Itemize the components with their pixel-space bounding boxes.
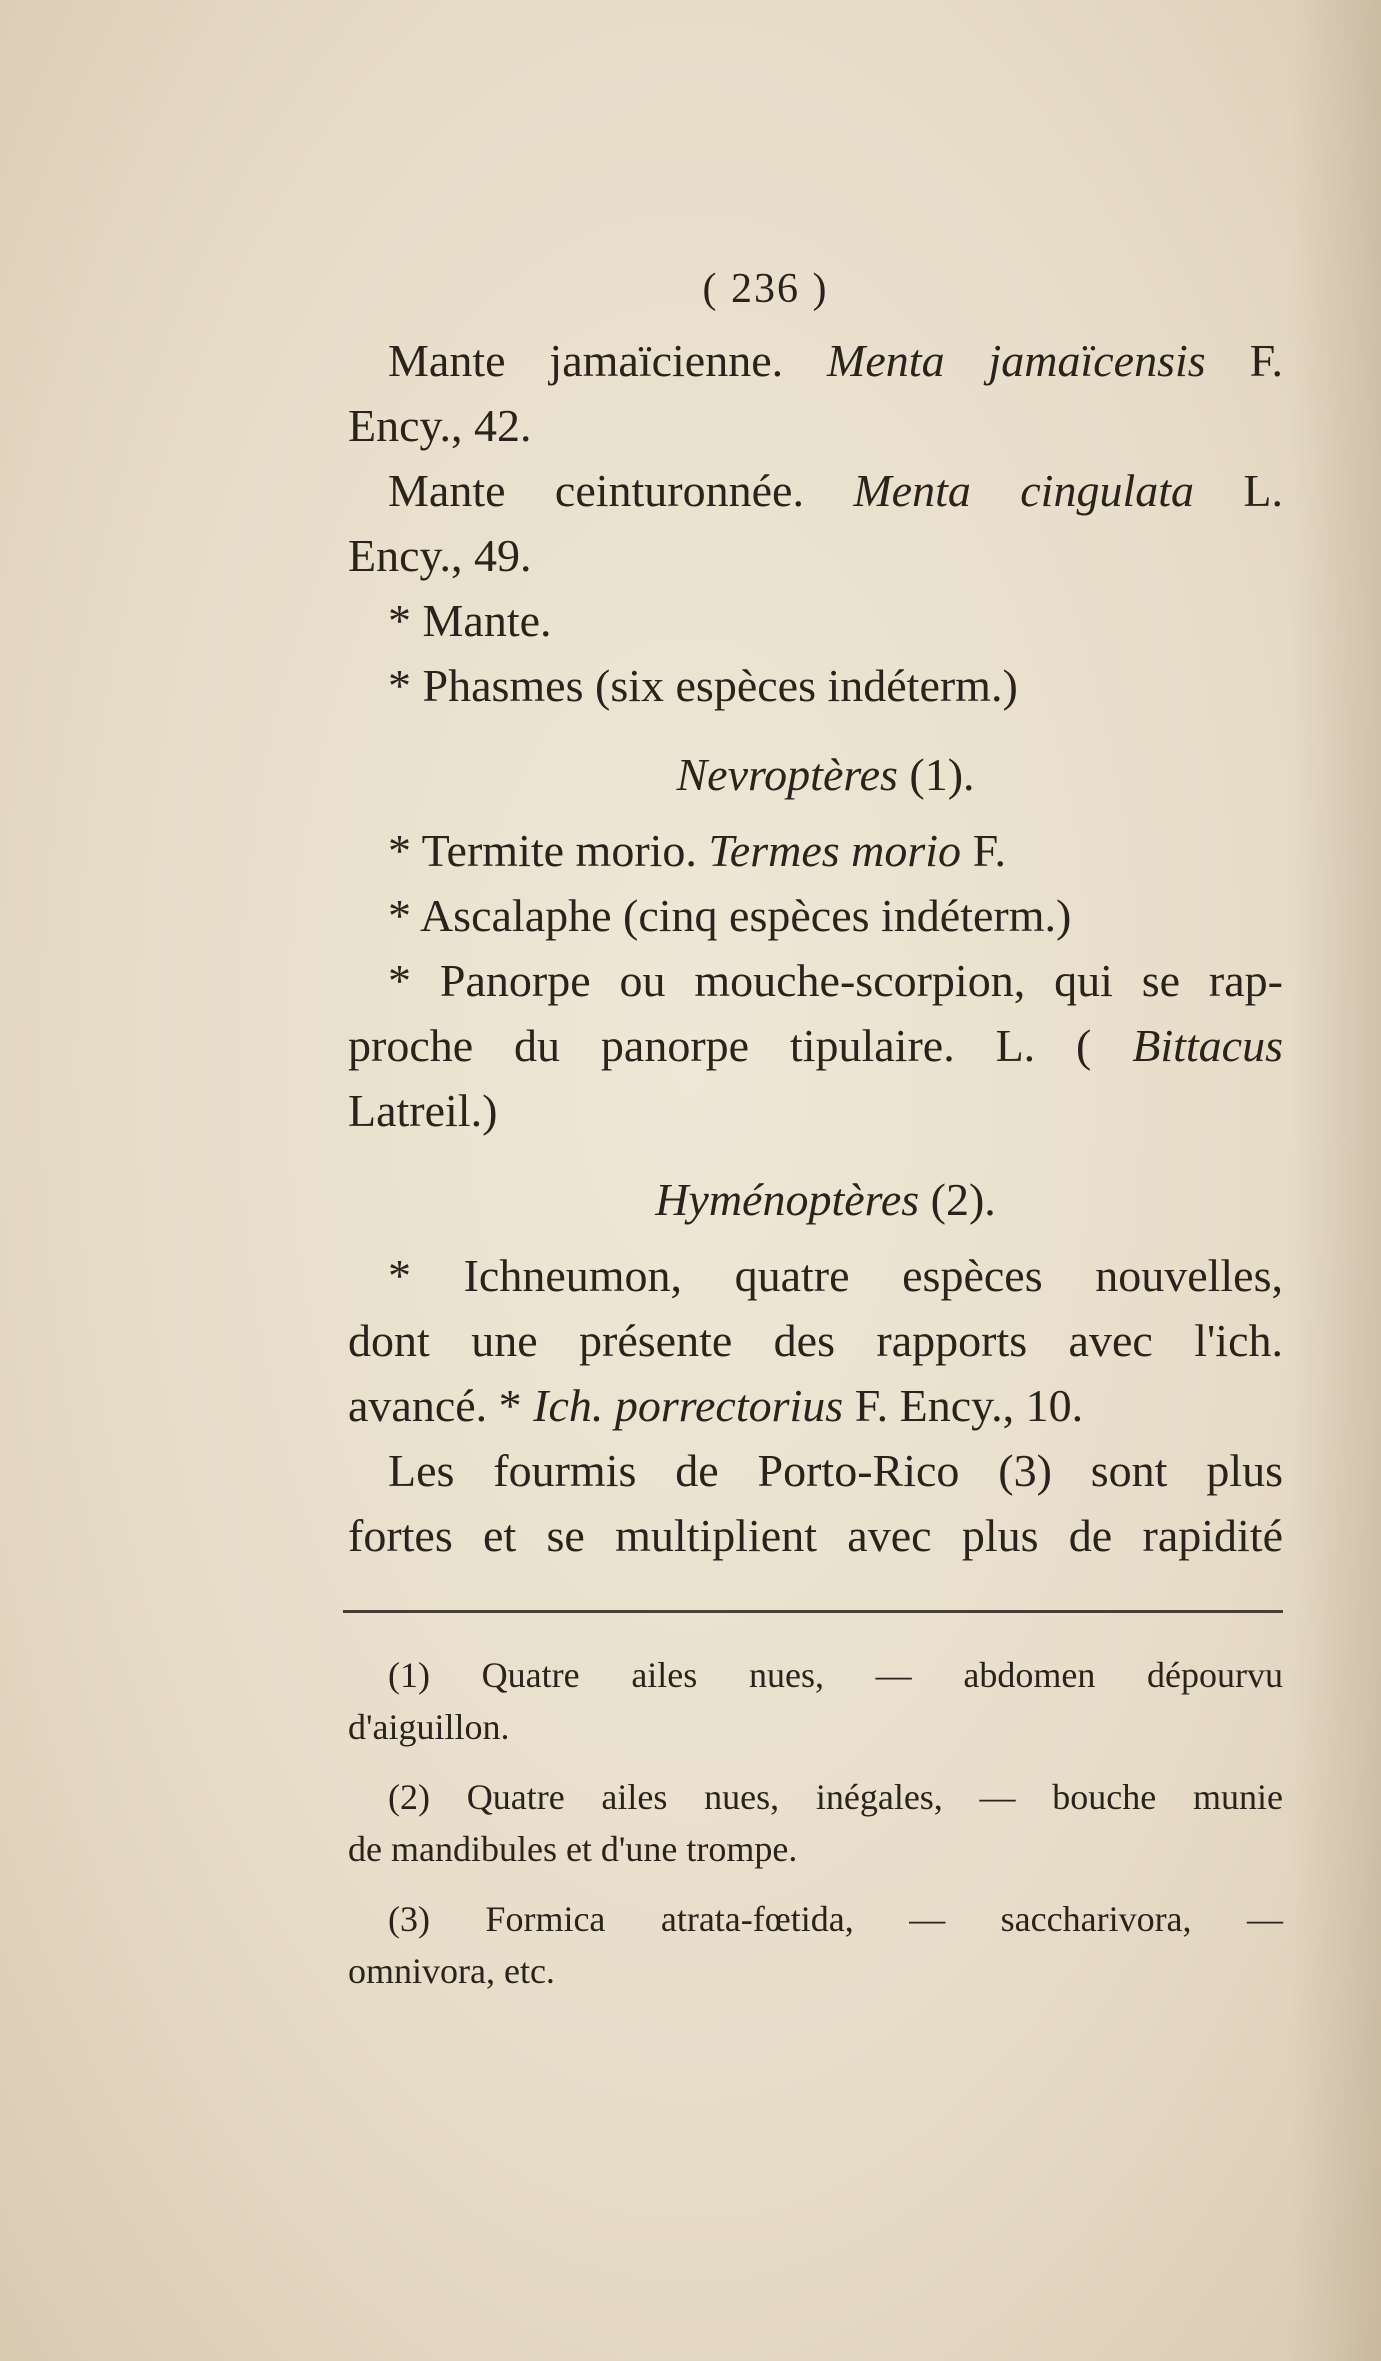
footnote-2 — [348, 1771, 1283, 1875]
footnote-line: de mandibules et d'une trompe. — [348, 1829, 798, 1869]
footnote-line: (3) Formica atrata-fœtida, — saccharivora, — — [388, 1899, 1283, 1939]
footnote-line: omnivora, etc. — [348, 1951, 555, 1991]
footnote-divider — [343, 1610, 1283, 1613]
text-line: proche du panorpe tipulaire. L. ( Bittacus — [348, 1020, 1283, 1071]
footnote-1 — [348, 1649, 1283, 1753]
text-line: avancé. * Ich. porrectorius F. Ency., 10. — [348, 1380, 1084, 1431]
page-number: ( 236 ) — [702, 266, 829, 312]
text-line: * Phasmes (six espèces indéterm.) — [388, 660, 1018, 711]
text-line: fortes et se multiplient avec plus de rapidité — [348, 1510, 1283, 1561]
footnote-3 — [348, 1893, 1283, 1997]
text-line: Les fourmis de Porto-Rico (3) sont plus — [388, 1445, 1283, 1496]
text-line: * Panorpe ou mouche-scorpion, qui se rap- — [388, 955, 1283, 1006]
text-line: * Ichneumon, quatre espèces nouvelles, — [388, 1250, 1283, 1301]
text-line: Ency., 42. — [348, 400, 532, 451]
text-line: * Ascalaphe (cinq espèces indéterm.) — [388, 890, 1072, 941]
section-heading-hymenopteres: Hyménoptères (2). — [655, 1174, 996, 1225]
text-line: * Termite morio. Termes morio F. — [388, 825, 1006, 876]
text-line: Mante ceinturonnée. Menta cingulata L. — [388, 465, 1284, 516]
page-shadow — [1291, 0, 1381, 2361]
text-line: * Mante. — [388, 595, 552, 646]
footnote-line: (1) Quatre ailes nues, — abdomen dépourvu — [388, 1655, 1283, 1695]
text-line: Ency., 49. — [348, 530, 532, 581]
text-line: Latreil.) — [348, 1085, 498, 1136]
page-content — [348, 250, 1283, 2015]
text-line: Mante jamaïcienne. Menta jamaïcensis F. — [388, 335, 1283, 386]
footnote-line: d'aiguillon. — [348, 1707, 510, 1747]
footnote-line: (2) Quatre ailes nues, inégales, — bouche munie — [388, 1777, 1283, 1817]
section-heading-nevropteres: Nevroptères (1). — [676, 749, 975, 800]
text-line: dont une présente des rapports avec l'ich. — [348, 1315, 1283, 1366]
